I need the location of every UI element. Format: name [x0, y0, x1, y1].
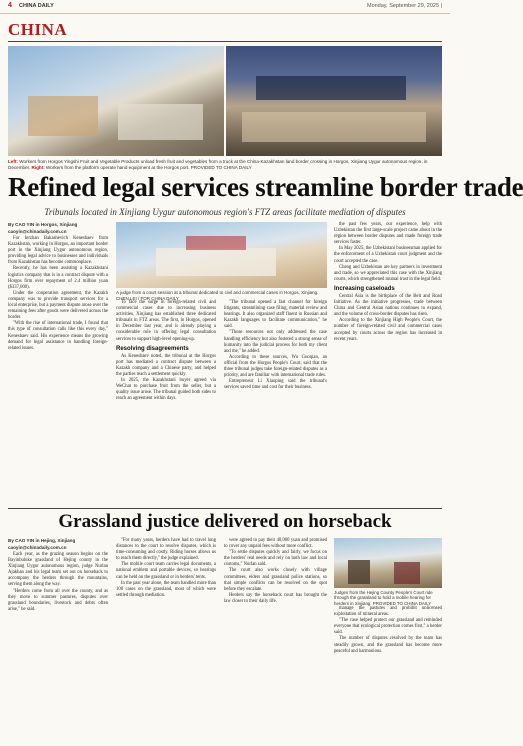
paragraph: For Ierzhan Bakashevich Kenesbaev from Kazakhstan, working in Horgos, an important border port in the Xinjiang Uygur autonomous region, providing legal advice to businesses and individuals from Kazakhstan has become commonplace.	[8, 236, 108, 266]
paragraph: Each year, as the grazing season begins on the Bayinbuluke grassland of Hejing county in the Xinjiang Uygur autonomous region, judge Nurlan Ajakhan and his legal team set out on horseback to accompany the herders through the mountains, serving them along the way.	[8, 552, 108, 588]
article2-email: caoyin@chinadaily.com.cn	[8, 545, 67, 550]
issue-date: Monday, September 29, 2025 |	[366, 3, 442, 9]
paragraph: Recently, he has been assisting a Kazakhstani logistics company that is in a contract dispute with a Horgos firm over repayment of 2.4 million yuan ($337,000).	[8, 266, 108, 290]
photo-tribunal-hearing	[116, 222, 327, 288]
caption-label-right: Right:	[31, 165, 45, 170]
photo-port-workers	[226, 46, 442, 156]
brand-name: CHINA DAILY	[19, 3, 54, 9]
paragraph: the past few years, our experience, help with Uzbekistan the first large-scale project came about in the region between border disputes and made foreign trade services faster.	[334, 222, 442, 246]
article1-column-2	[116, 300, 216, 505]
subheading-resolving: Resolving disagreements	[116, 345, 189, 352]
caption-text-left: Workers from Horgos Yingshi Fruit and Vegetable Products unload fresh fruit and vegetables from a truck at the China-Kazakhstan land border crossing in Horgos, Xinjiang Uygur autonomous region, in December.	[8, 159, 428, 170]
paragraph: "For many years, herders have had to travel long distances to the court to resolve disputes, which is time-consuming and costly. Riding horses allows us to reach them directly," the judge explained.	[116, 538, 216, 562]
photo-horse-shape	[348, 560, 370, 584]
paragraph: Herders say the horseback court has brought the law closer to their daily life.	[224, 592, 327, 604]
subheading-caseloads: Increasing caseloads	[334, 285, 395, 292]
article1-column-1	[8, 222, 108, 505]
article1-column-4	[334, 222, 442, 505]
paragraph: The number of disputes resolved by the team has steadily grown, and the grassland has become more peaceful and harmonious.	[334, 636, 442, 654]
photo-rider-shape	[394, 562, 420, 584]
photo-fruit-unloading	[8, 46, 224, 156]
article1-column-3	[224, 300, 327, 505]
section-title: CHINA	[8, 20, 68, 39]
paragraph: "With the rise of international trade, I found that this type of consultation calls like this every day," Kenesbaev said. His experience means the growing demand for legal assistance in handling foreign-related issues.	[8, 321, 108, 351]
paragraph: The court also works closely with village committees, elders and grassland police stations, so that simple conflicts can be resolved on the spot before they escalate.	[224, 568, 327, 592]
top-photo-caption	[8, 159, 442, 171]
photo-truck-shape	[28, 96, 98, 136]
paragraph: Cheng and Uzbekistan are key partners in investment and trade, so we appreciated this case with the Xinjiang courts, which strengthened mutual trust in the legal field.	[334, 264, 442, 282]
article1-email: caoyin@chinadaily.com.cn	[8, 229, 67, 234]
photo-horseback-judges	[334, 538, 442, 588]
paragraph: In the past year alone, the team handled more than 100 cases on the grassland, most of which were settled through mediation.	[116, 580, 216, 598]
article2-column-2	[116, 538, 216, 742]
photo-building-shape	[156, 248, 276, 276]
paragraph: The mobile court team carries legal documents, a national emblem and portable devices, so hearings can be held on the grassland or in herders' tents.	[116, 562, 216, 580]
paragraph: In 2025, the Kazakhstani buyer agreed via WeChat to purchase fruit from the seller, but a quality issue arose. The tribunal guided both sides to reach an agreement within days.	[116, 378, 216, 402]
right-photo-caption: Judges from the Hejing County People's Court ride through the grassland to hold a mobile hearing for herders in Xinjiang. PROVIDED TO CHINA DAILY	[334, 590, 433, 606]
article2-headline: Grassland justice delivered on horseback	[58, 511, 392, 532]
article1-byline: By CAO YIN in Horgos, Xinjiang	[8, 222, 78, 227]
paragraph: To face the surge in foreign-related civil and commercial cases due to increasing business activities, Xinjiang has established three dedicated tribunals in FTZ areas. The first, in Horgos, opened in December last year, and is already playing a considerable role in offering legal consultation services to support high-level opening-up.	[116, 300, 216, 342]
page-header	[0, 0, 450, 14]
paragraph: In May 2025, the Uzbekistani businessman applied for the enforcement of a Uzbekistan court judgment and the court accepted the case.	[334, 246, 442, 264]
paragraph: Entrepreneur Li Xiaoping said the tribunal's services saved time and cost for their business.	[224, 379, 327, 391]
photo-banner-shape	[186, 236, 246, 250]
paragraph: Central Asia is the birthplace of the Belt and Road Initiative. As the initiative progresses, trade between China and Central Asian nations continues to expand, and the volume of cross-border disputes has risen.	[334, 293, 442, 318]
photo-crates-shape	[118, 104, 203, 140]
article2-byline: By CAO YIN in Hejing, Xinjiang	[8, 538, 76, 543]
paragraph: "The tribunal opened a fast channel for foreign litigants, streamlining case filing, material review and hearings. It also organized staff fluent in Russian and Kazakh languages to facilitate communication," he said.	[224, 300, 327, 330]
article-headline: Refined legal services streamline border trade	[8, 172, 523, 202]
article-subheadline: Tribunals located in Xinjiang Uygur autonomous region's FTZ areas facilitate mediation of disputes	[44, 207, 406, 217]
article2-column-1	[8, 538, 108, 742]
paragraph: "The case helped protect our grassland and reminded everyone that ecological protection comes first," a herder said.	[334, 618, 442, 636]
photo-roof-shape	[256, 76, 406, 100]
inline-photo-caption: A judge from a court session at a tribunal dedicated to civil and commercial cases in Horgos, Xinjiang. CHEN LEI / FOR CHINA DAILY	[116, 290, 319, 301]
article2-column-3	[224, 538, 327, 742]
paragraph: "Herders come from all over the county, and as they move to summer pastures, disputes over grassland boundaries, livestock and debts often arise," he said.	[8, 588, 108, 612]
section-divider	[8, 41, 442, 42]
paragraph: According to these sources, Wu Guoqian, an official from the Horgos People's Court, said that the three tribunal judges take foreign-related disputes as a priority, and are familiar with international trade rules.	[224, 354, 327, 379]
caption-text-right: Workers from the platform operate hand equipment at the Horgos port. PROVIDED TO CHINA DAILY	[46, 165, 252, 170]
photo-floor-shape	[242, 112, 426, 142]
paragraph: were agreed to pay their 40,000 yuan and promised to cover any unpaid fees without more conflict.	[224, 538, 327, 550]
paragraph: Under the cooperation agreement, the Kazakh company was to provide transport services for a local enterprise, but a payment dispute arose over the remaining fees after goods were delivered across the border.	[8, 290, 108, 321]
paragraph: As Kenesbaev noted, the tribunal at the Horgos port has mediated a contract dispute between a Kazakh company and a Chinese party, and helped the parties reach a settlement quickly.	[116, 353, 216, 377]
paragraph: "To settle disputes quickly and fairly, we focus on the herders' real needs and rely on both law and local customs," Nurlan said.	[224, 550, 327, 568]
article2-column-4	[334, 606, 442, 742]
paragraph: According to the Xinjiang High People's Court, the number of foreign-related civil and commercial cases accepted by courts across the region has increased in recent years.	[334, 318, 442, 342]
paragraph: "Those resources not only addressed the case handling efficiency but also fostered a strong sense of humanity into the judicial process for both my client and me," he added.	[224, 330, 327, 354]
page-number: 4	[8, 2, 12, 9]
article-divider	[8, 508, 442, 509]
caption-label-left: Left:	[8, 159, 18, 164]
paragraph: manage the pastures and prohibit unlicensed exploitation of mineral areas.	[334, 606, 442, 618]
